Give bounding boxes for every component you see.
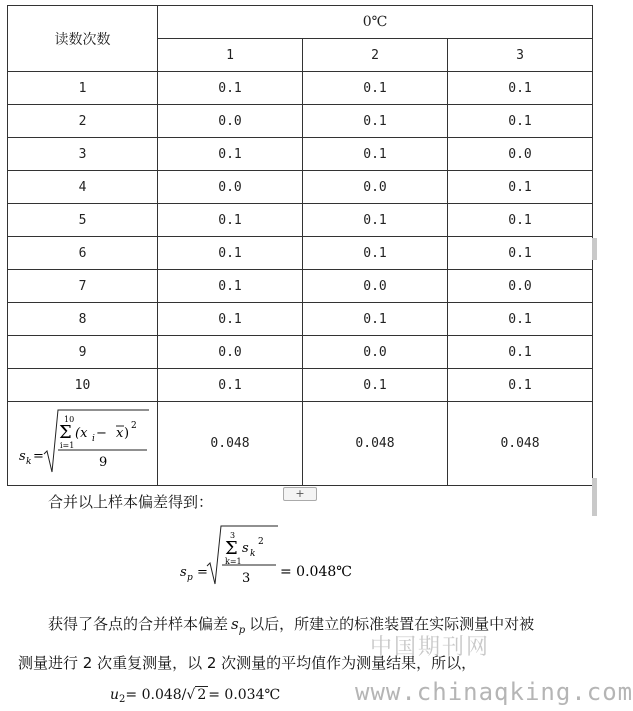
table-cell: 0.1 xyxy=(303,138,448,171)
scroll-indicator xyxy=(592,238,597,260)
sp-lhs-sub: p xyxy=(187,573,193,583)
reading-number: 1 xyxy=(8,72,158,105)
table-cell: 0.1 xyxy=(303,369,448,402)
sp-inline-sub: p xyxy=(238,625,246,636)
sk-close: ) xyxy=(123,425,129,441)
reading-number: 3 xyxy=(8,138,158,171)
sk-term: (x xyxy=(74,425,87,441)
column-header: 3 xyxy=(448,39,593,72)
table-cell: 0.1 xyxy=(158,270,303,303)
table-row xyxy=(8,72,593,105)
watermark-url: www.chinaqking.com xyxy=(355,678,633,706)
table-cell: 0.1 xyxy=(158,204,303,237)
sk-formula xyxy=(8,402,158,486)
sk-xbar: x xyxy=(115,425,123,441)
table-cell: 0.0 xyxy=(158,105,303,138)
svg-text:=: = xyxy=(32,448,44,464)
table-cell: 0.1 xyxy=(303,105,448,138)
table-cell: 0.0 xyxy=(448,138,593,171)
table-cell: 0.048 xyxy=(303,402,448,486)
sp-term: s xyxy=(242,541,249,556)
table-cell: 0.1 xyxy=(158,237,303,270)
sk-power: 2 xyxy=(130,420,137,431)
table-row xyxy=(8,171,593,204)
reading-number: 10 xyxy=(8,369,158,402)
scroll-indicator xyxy=(592,478,597,516)
svg-text:=: = xyxy=(197,565,208,580)
table-cell: 0.048 xyxy=(158,402,303,486)
reading-number: 8 xyxy=(8,303,158,336)
sk-lhs: s xyxy=(18,448,26,464)
sp-power: 2 xyxy=(258,537,264,547)
reading-number: 2 xyxy=(8,105,158,138)
reading-number: 9 xyxy=(8,336,158,369)
table-cell: 0.1 xyxy=(448,204,593,237)
reading-number: 4 xyxy=(8,171,158,204)
table-cell: 0.0 xyxy=(158,171,303,204)
table-cell: 0.1 xyxy=(448,237,593,270)
table-row xyxy=(8,303,593,336)
sp-term-sub: k xyxy=(250,549,256,559)
table-cell: 0.1 xyxy=(448,72,593,105)
u2-formula: $u_2= 0.048/√$ 2 = 0.034℃ xyxy=(110,687,281,705)
sp-formula xyxy=(180,522,360,586)
sk-formula-graphic xyxy=(13,406,153,478)
svg-text:Σ: Σ xyxy=(225,538,238,559)
u2-result: = 0.034℃ xyxy=(208,687,281,703)
sp-denominator: 3 xyxy=(242,571,251,586)
row-header-label: 读数次数 xyxy=(8,6,158,72)
paragraph-line-2-b: 以后，所建立的标准装置在实际测量中对被 xyxy=(249,615,535,633)
sp-sum-bottom: k=1 xyxy=(225,557,242,566)
table-cell: 0.1 xyxy=(303,303,448,336)
reading-number: 5 xyxy=(8,204,158,237)
sp-sum-top: 3 xyxy=(230,531,236,540)
sk-sum-bottom: i=1 xyxy=(59,440,74,450)
sp-inline-var: s xyxy=(231,615,239,633)
expand-button[interactable]: + xyxy=(283,487,317,501)
u2-lhs: u xyxy=(110,687,120,703)
u2-lhs-sub: 2 xyxy=(119,694,126,705)
table-cell: 0.1 xyxy=(303,237,448,270)
table-cell: 0.0 xyxy=(158,336,303,369)
table-cell: 0.0 xyxy=(303,171,448,204)
svg-text:Σ: Σ xyxy=(58,421,72,443)
paragraph-line-2-a: 获得了各点的合并样本偏差 xyxy=(48,615,229,633)
reading-number: 7 xyxy=(8,270,158,303)
paragraph-line-1: 合并以上样本偏差得到： xyxy=(48,493,214,511)
table-cell: 0.0 xyxy=(448,270,593,303)
table-cell: 0.1 xyxy=(448,303,593,336)
sp-lhs: s xyxy=(180,565,187,580)
table-row xyxy=(8,138,593,171)
table-cell: 0.1 xyxy=(158,369,303,402)
sk-lhs-sub: k xyxy=(25,456,31,467)
sp-result: = 0.048℃ xyxy=(280,564,352,580)
table-cell: 0.1 xyxy=(303,204,448,237)
u2-sqrt-arg: 2 xyxy=(197,687,207,703)
table-row xyxy=(8,237,593,270)
table-row xyxy=(8,336,593,369)
table-row xyxy=(8,204,593,237)
u2-expr: = 0.048/ xyxy=(125,687,187,703)
watermark-cn: 中国期刊网 xyxy=(370,635,491,660)
table-cell: 0.1 xyxy=(303,72,448,105)
group-header: 0℃ xyxy=(158,6,593,39)
paragraph-line-3: 测量进行 2 次重复测量，以 2 次测量的平均值作为测量结果，所以， xyxy=(18,654,477,672)
table-cell: 0.0 xyxy=(303,336,448,369)
table-cell: 0.0 xyxy=(303,270,448,303)
table-cell: 0.1 xyxy=(158,138,303,171)
column-header: 2 xyxy=(303,39,448,72)
sk-sum-top: 10 xyxy=(63,414,74,424)
table-cell: 0.1 xyxy=(448,369,593,402)
table-row xyxy=(8,369,593,402)
sk-denominator: 9 xyxy=(98,454,107,470)
sk-minus: − xyxy=(95,425,107,441)
table-cell: 0.1 xyxy=(158,303,303,336)
table-cell: 0.048 xyxy=(448,402,593,486)
table-cell: 0.1 xyxy=(158,72,303,105)
sk-term-sub: i xyxy=(91,433,95,444)
table-cell: 0.1 xyxy=(448,336,593,369)
column-header: 1 xyxy=(158,39,303,72)
table-cell: 0.1 xyxy=(448,171,593,204)
data-table xyxy=(7,5,593,486)
table-row xyxy=(8,270,593,303)
reading-number: 6 xyxy=(8,237,158,270)
sk-row xyxy=(8,402,593,486)
table-row xyxy=(8,105,593,138)
table-cell: 0.1 xyxy=(448,105,593,138)
